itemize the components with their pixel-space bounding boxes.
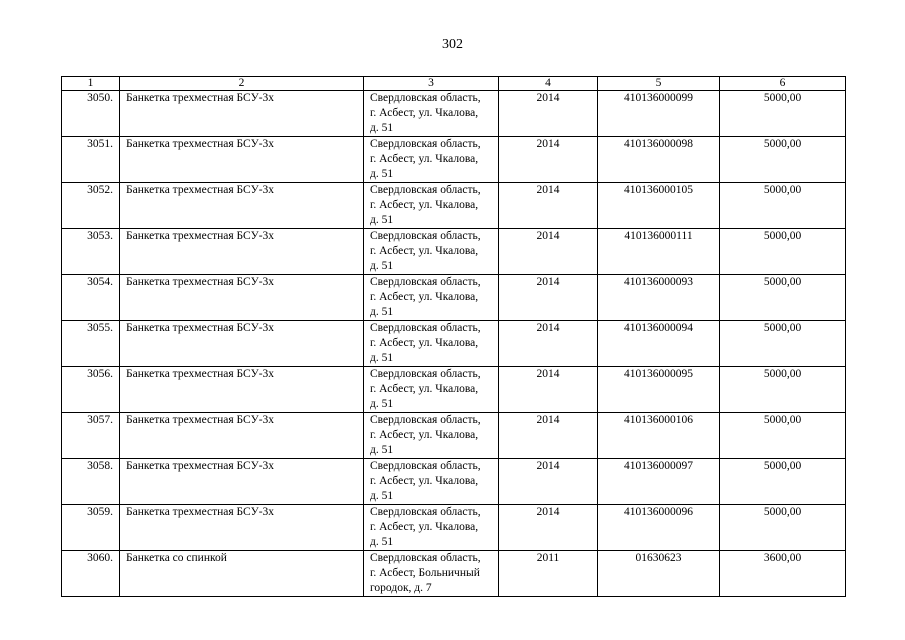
inventory-number: 410136000097 [598, 459, 720, 505]
item-year: 2014 [499, 505, 598, 551]
table-row [62, 459, 846, 505]
item-cost: 5000,00 [720, 321, 846, 367]
column-header-3: 3 [364, 77, 499, 91]
table-header [62, 77, 846, 91]
item-name: Банкетка трехместная БСУ-3х [120, 459, 364, 505]
item-address: Свердловская область, г. Асбест, Больничный городок, д. 7 [364, 551, 499, 597]
table-row [62, 413, 846, 459]
item-cost: 5000,00 [720, 183, 846, 229]
inventory-number: 410136000093 [598, 275, 720, 321]
item-cost: 5000,00 [720, 137, 846, 183]
item-year: 2014 [499, 137, 598, 183]
item-name: Банкетка трехместная БСУ-3х [120, 505, 364, 551]
table-row [62, 275, 846, 321]
table-row [62, 505, 846, 551]
item-address: Свердловская область, г. Асбест, ул. Чкалова, д. 51 [364, 229, 499, 275]
item-year: 2011 [499, 551, 598, 597]
row-number: 3053. [62, 229, 120, 275]
item-cost: 5000,00 [720, 275, 846, 321]
item-address: Свердловская область, г. Асбест, ул. Чкалова, д. 51 [364, 505, 499, 551]
table-row [62, 367, 846, 413]
item-name: Банкетка трехместная БСУ-3х [120, 367, 364, 413]
table-row [62, 91, 846, 137]
item-address: Свердловская область, г. Асбест, ул. Чкалова, д. 51 [364, 91, 499, 137]
row-number: 3055. [62, 321, 120, 367]
inventory-number: 410136000095 [598, 367, 720, 413]
item-address: Свердловская область, г. Асбест, ул. Чкалова, д. 51 [364, 367, 499, 413]
item-address: Свердловская область, г. Асбест, ул. Чкалова, д. 51 [364, 321, 499, 367]
row-number: 3059. [62, 505, 120, 551]
item-year: 2014 [499, 367, 598, 413]
row-number: 3051. [62, 137, 120, 183]
item-cost: 5000,00 [720, 413, 846, 459]
item-year: 2014 [499, 413, 598, 459]
row-number: 3054. [62, 275, 120, 321]
item-name: Банкетка трехместная БСУ-3х [120, 137, 364, 183]
item-cost: 5000,00 [720, 91, 846, 137]
item-name: Банкетка трехместная БСУ-3х [120, 91, 364, 137]
item-year: 2014 [499, 275, 598, 321]
item-cost: 5000,00 [720, 505, 846, 551]
item-address: Свердловская область, г. Асбест, ул. Чкалова, д. 51 [364, 137, 499, 183]
item-address: Свердловская область, г. Асбест, ул. Чкалова, д. 51 [364, 275, 499, 321]
item-name: Банкетка трехместная БСУ-3х [120, 229, 364, 275]
column-header-1: 1 [62, 77, 120, 91]
item-address: Свердловская область, г. Асбест, ул. Чкалова, д. 51 [364, 459, 499, 505]
inventory-number: 01630623 [598, 551, 720, 597]
item-year: 2014 [499, 321, 598, 367]
inventory-number: 410136000094 [598, 321, 720, 367]
column-header-5: 5 [598, 77, 720, 91]
inventory-number: 410136000098 [598, 137, 720, 183]
page-number: 302 [442, 37, 463, 52]
row-number: 3052. [62, 183, 120, 229]
table-body [62, 91, 846, 597]
inventory-number: 410136000099 [598, 91, 720, 137]
inventory-number: 410136000106 [598, 413, 720, 459]
inventory-number: 410136000111 [598, 229, 720, 275]
column-header-2: 2 [120, 77, 364, 91]
item-cost: 5000,00 [720, 459, 846, 505]
row-number: 3057. [62, 413, 120, 459]
item-address: Свердловская область, г. Асбест, ул. Чкалова, д. 51 [364, 413, 499, 459]
item-cost: 5000,00 [720, 229, 846, 275]
row-number: 3058. [62, 459, 120, 505]
table-row [62, 551, 846, 597]
table-row [62, 183, 846, 229]
item-cost: 3600,00 [720, 551, 846, 597]
column-header-4: 4 [499, 77, 598, 91]
header-row [62, 77, 846, 91]
item-name: Банкетка трехместная БСУ-3х [120, 183, 364, 229]
item-year: 2014 [499, 459, 598, 505]
row-number: 3056. [62, 367, 120, 413]
item-year: 2014 [499, 229, 598, 275]
table-row [62, 321, 846, 367]
row-number: 3050. [62, 91, 120, 137]
item-name: Банкетка со спинкой [120, 551, 364, 597]
item-year: 2014 [499, 183, 598, 229]
table-row [62, 229, 846, 275]
item-address: Свердловская область, г. Асбест, ул. Чкалова, д. 51 [364, 183, 499, 229]
property-registry-table [61, 76, 846, 597]
item-name: Банкетка трехместная БСУ-3х [120, 321, 364, 367]
item-name: Банкетка трехместная БСУ-3х [120, 413, 364, 459]
table-row [62, 137, 846, 183]
inventory-number: 410136000096 [598, 505, 720, 551]
row-number: 3060. [62, 551, 120, 597]
item-cost: 5000,00 [720, 367, 846, 413]
item-name: Банкетка трехместная БСУ-3х [120, 275, 364, 321]
column-header-6: 6 [720, 77, 846, 91]
inventory-number: 410136000105 [598, 183, 720, 229]
item-year: 2014 [499, 91, 598, 137]
